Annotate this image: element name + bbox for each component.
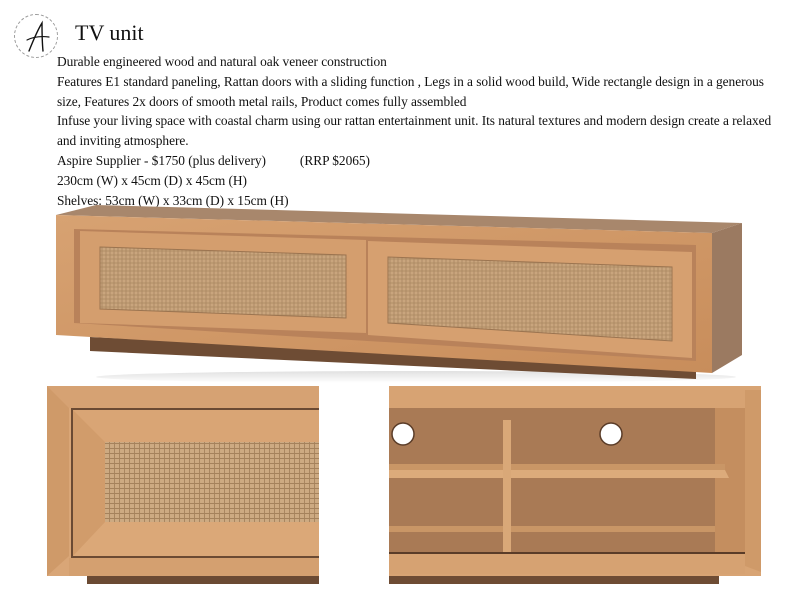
product-description <box>57 52 777 210</box>
rrp-price: (RRP $2065) <box>299 152 370 168</box>
page-title: TV unit <box>75 20 144 45</box>
product-image-shelves-detail <box>389 386 767 586</box>
dimensions: 230cm (W) x 45cm (D) x 45cm (H) <box>57 172 247 188</box>
description-line-materials: Durable engineered wood and natural oak veneer construction <box>57 54 387 69</box>
shelf-dimensions: Shelves: 53cm (W) x 33cm (D) x 15cm (H) <box>57 192 289 208</box>
price-row <box>57 151 777 171</box>
description-line-features: Features E1 standard paneling, Rattan doors with a sliding function , Legs in a solid wood build, Wide rectangle design in a generous size, Features 2x doors of smooth metal rails, Product comes fully assembled <box>57 73 764 109</box>
description-line-style: Infuse your living space with coastal charm using our rattan entertainment unit. Its natural textures and modern design create a relaxed and inviting atmosphere. <box>57 113 772 149</box>
monogram-logo-icon <box>15 15 59 59</box>
product-image-main <box>56 205 742 385</box>
product-image-door-detail <box>47 386 319 586</box>
supplier-price: Aspire Supplier - $1750 (plus delivery) <box>57 152 266 168</box>
brand-logo <box>14 14 58 58</box>
